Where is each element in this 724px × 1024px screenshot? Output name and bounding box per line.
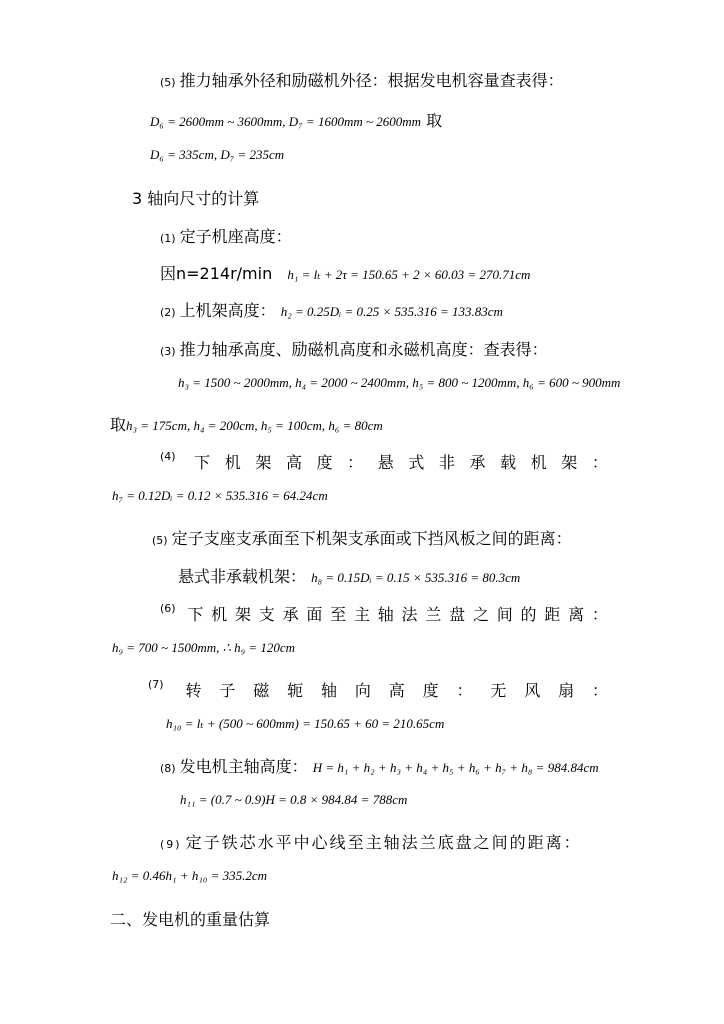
diameter-chosen-formula: D₆ = 335cm, D₇ = 235cm	[150, 147, 285, 162]
item-text: 推力轴承高度、励磁机高度和永磁机高度：查表得：	[179, 340, 548, 359]
item-number: (6)	[160, 602, 176, 615]
text-char: 的	[520, 605, 537, 624]
item-7-rotor-yoke-height	[148, 678, 608, 701]
text-char: 轭	[287, 681, 304, 700]
text-char: 离	[568, 605, 585, 624]
formula: h₂ = 0.25Dᵢ = 0.25 × 535.316 = 133.83cm	[280, 304, 503, 319]
item-number: (4)	[160, 450, 176, 463]
item-9-core-center-distance	[160, 830, 582, 853]
text-char: 主	[353, 605, 370, 624]
h11-formula: h₁₁ = (0.7 ~ 0.9)H = 0.8 × 984.84 = 788cm	[180, 792, 408, 807]
text-char: 度	[316, 453, 333, 472]
formula-suffix: 取	[426, 111, 443, 130]
item-text: 定子机座高度：	[179, 227, 292, 246]
formula: H = h₁ + h₂ + h₃ + h₄ + h₅ + h₆ + h₇ + h₈ = 984.84cm	[312, 760, 599, 775]
item-8-main-shaft-height	[160, 754, 599, 777]
section-heading-axial-dimensions: 3 轴向尺寸的计算	[132, 189, 260, 208]
text-char: 架	[255, 453, 272, 472]
item-number: (9)	[160, 838, 182, 851]
text-char: 无	[490, 681, 507, 700]
diameter-range-formula	[150, 108, 442, 131]
flange-distance-formula: h₉ = 700 ~ 1500mm, ∴ h₉ = 120cm	[112, 640, 296, 655]
item-text: 发电机主轴高度：	[179, 757, 308, 776]
text-char: ：	[591, 605, 608, 624]
item-text: 定子铁芯水平中心线至主轴法兰底盘之间的距离：	[185, 833, 582, 852]
speed-formula-line	[160, 261, 530, 284]
text-char: 扇	[558, 681, 575, 700]
text-char: 轴	[377, 605, 394, 624]
text-char: 兰	[425, 605, 442, 624]
item-number: (1)	[160, 232, 176, 245]
item-6-lower-bracket-to-flange	[160, 602, 608, 625]
text-char: 非	[438, 453, 455, 472]
item-number: (2)	[160, 306, 176, 319]
text-char: 承	[469, 453, 486, 472]
item-number: (3)	[160, 345, 176, 358]
text-char: 架	[234, 605, 251, 624]
item-text: 上机架高度：	[179, 301, 276, 320]
text-char: 间	[496, 605, 513, 624]
text-char: 轴	[320, 681, 337, 700]
formula: D₆ = 2600mm ~ 3600mm, D₇ = 1600mm ~ 2600mm	[150, 114, 422, 129]
item-number: (5)	[160, 76, 176, 89]
text-char: ：	[591, 681, 608, 700]
text-char: 悬	[377, 453, 394, 472]
text-char: 风	[524, 681, 541, 700]
text-char: 向	[354, 681, 371, 700]
text-char: 转	[185, 681, 202, 700]
suspended-bracket-line	[178, 564, 520, 587]
text-char: 下	[187, 605, 204, 624]
height-range-formula: h₃ = 1500 ~ 2000mm, h₄ = 2000 ~ 2400mm, h₅ = 800 ~ 1200mm, h₆ = 600 ~ 900mm	[178, 375, 621, 390]
text-char: 盘	[449, 605, 466, 624]
text-char: 式	[408, 453, 425, 472]
item-5-thrust-bearing-diameter	[160, 68, 564, 91]
text-char: ：	[347, 453, 364, 472]
speed-text: 因n=214r/min	[160, 264, 273, 283]
item-3-bearing-exciter-heights	[160, 337, 548, 360]
item-number: (5)	[152, 534, 168, 547]
text-char: 架	[561, 453, 578, 472]
text-char: 高	[388, 681, 405, 700]
text-char: ：	[591, 453, 608, 472]
formula-prefix: 取	[110, 415, 127, 434]
rotor-yoke-formula: h₁₀ = lₜ + (500 ~ 600mm) = 150.65 + 60 = 210.65cm	[166, 716, 445, 731]
item-text: 悬式非承载机架：	[178, 567, 307, 586]
item-1-stator-frame-height	[160, 224, 292, 247]
text-char: 高	[285, 453, 302, 472]
text-char: 机	[211, 605, 228, 624]
item-5-stator-support-distance	[152, 526, 572, 549]
text-char: 至	[330, 605, 347, 624]
formula: h₃ = 175cm, h₄ = 200cm, h₅ = 100cm, h₆ = 80cm	[126, 418, 383, 433]
text-char: 载	[500, 453, 517, 472]
text-char: 法	[401, 605, 418, 624]
text-char: 子	[219, 681, 236, 700]
text-char: 机	[530, 453, 547, 472]
lower-bracket-formula: h₇ = 0.12Dᵢ = 0.12 × 535.316 = 64.24cm	[112, 488, 328, 503]
text-char: 承	[282, 605, 299, 624]
formula: h₁ = lₜ + 2τ = 150.65 + 2 × 60.03 = 270.71cm	[287, 267, 531, 282]
item-4-lower-bracket	[160, 450, 608, 473]
text-char: 之	[472, 605, 489, 624]
item-number: (8)	[160, 762, 176, 775]
item-text: 推力轴承外径和励磁机外径：根据发电机容量查表得：	[179, 71, 564, 90]
formula: h₈ = 0.15Dᵢ = 0.15 × 535.316 = 80.3cm	[311, 570, 521, 585]
text-char: 距	[544, 605, 561, 624]
item-number: (7)	[148, 678, 164, 691]
item-text: 定子支座支承面至下机架支承面或下挡风板之间的距离：	[171, 529, 572, 548]
text-char: 下	[194, 453, 211, 472]
height-chosen-formula	[110, 412, 383, 435]
text-char: 磁	[253, 681, 270, 700]
item-2-upper-bracket-height	[160, 298, 503, 321]
text-char: 面	[306, 605, 323, 624]
h12-formula: h₁₂ = 0.46h₁ + h₁₀ = 335.2cm	[112, 868, 268, 883]
text-char: 支	[258, 605, 275, 624]
section-heading-weight-estimation: 二、发电机的重量估算	[110, 910, 271, 929]
text-char: 机	[224, 453, 241, 472]
text-char: ：	[456, 681, 473, 700]
text-char: 度	[422, 681, 439, 700]
